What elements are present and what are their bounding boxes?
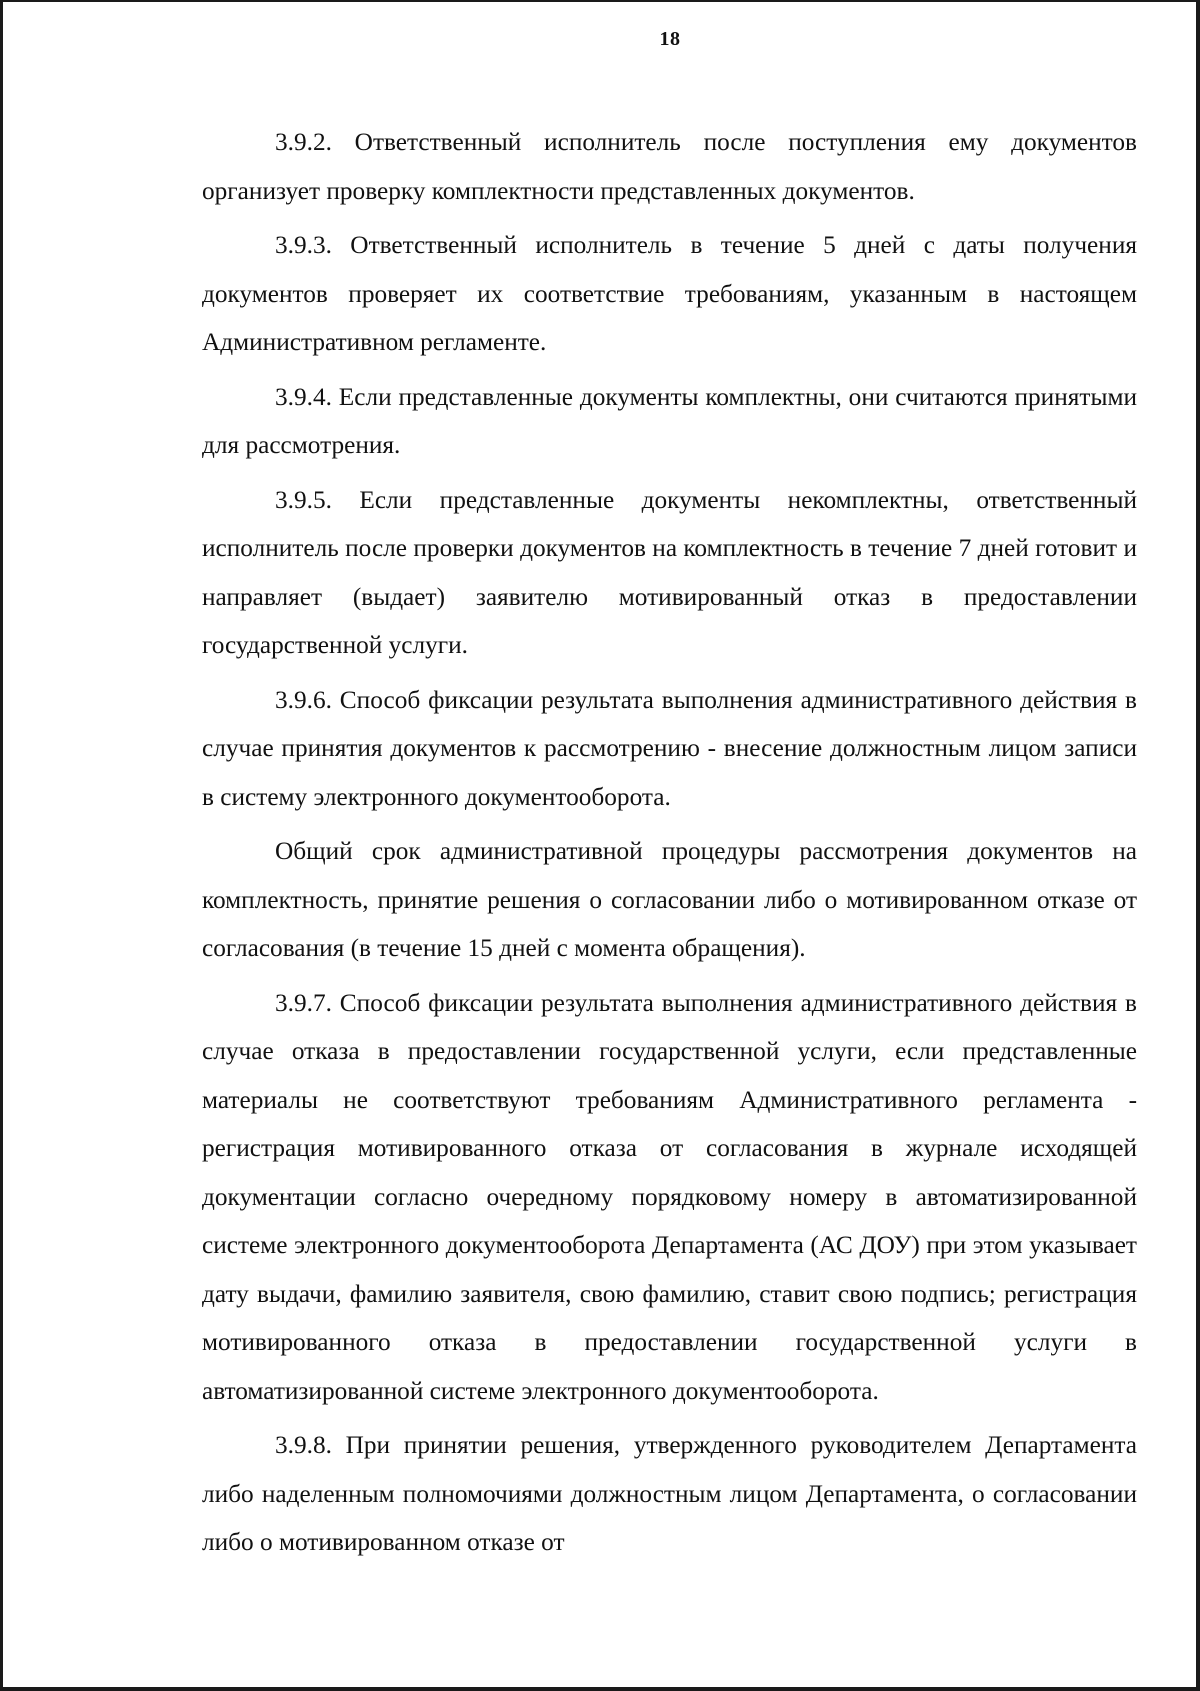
paragraph-3-9-8: 3.9.8. При принятии решения, утвержденного руководителем Департамента либо наделенным полномочиями должностным лицом Департамента, о согласовании либо о мотивированном отказе от xyxy=(202,1431,1137,1556)
paragraph-3-9-7: 3.9.7. Способ фиксации результата выполнения административного действия в случае отказа в предоставлении государственной услуги, если представленные материалы не соответствуют требованиям Административного регламента - регистрация мотивированного отказа от согласования в журнале исходящей документации согласно очередному порядковому номеру в автоматизированной системе электронного документооборота Департамента (АС ДОУ) при этом указывает дату выдачи, фамилию заявителя, свою фамилию, ставит свою подпись; регистрация мотивированного отказа в предоставлении государственной услуги в автоматизированной системе электронного документооборота. xyxy=(202,988,1137,1405)
paragraph-3-9-5: 3.9.5. Если представленные документы некомплектны, ответственный исполнитель после проверки документов на комплектность в течение 7 дней готовит и направляет (выдает) заявителю мотивированный отказ в предоставлении государственной услуги. xyxy=(202,485,1137,659)
paragraph-general-term: Общий срок административной процедуры рассмотрения документов на комплектность, принятие решения о согласовании либо о мотивированном отказе от согласования (в течение 15 дней с момента обращения). xyxy=(202,837,1137,962)
paragraph-3-9-4: 3.9.4. Если представленные документы комплектны, они считаются принятыми для рассмотрения. xyxy=(202,382,1137,459)
page-number: 18 xyxy=(659,28,681,50)
paragraph-3-9-2: 3.9.2. Ответственный исполнитель после поступления ему документов организует проверку комплектности представленных документов. xyxy=(202,128,1137,205)
paragraph-3-9-3: 3.9.3. Ответственный исполнитель в течение 5 дней с даты получения документов проверяет их соответствие требованиям, указанным в настоящем Административном регламенте. xyxy=(202,231,1137,356)
document-body xyxy=(202,118,1137,1573)
paragraph-3-9-6: 3.9.6. Способ фиксации результата выполнения административного действия в случае принятия документов к рассмотрению - внесение должностным лицом записи в систему электронного документооборота. xyxy=(202,685,1137,811)
